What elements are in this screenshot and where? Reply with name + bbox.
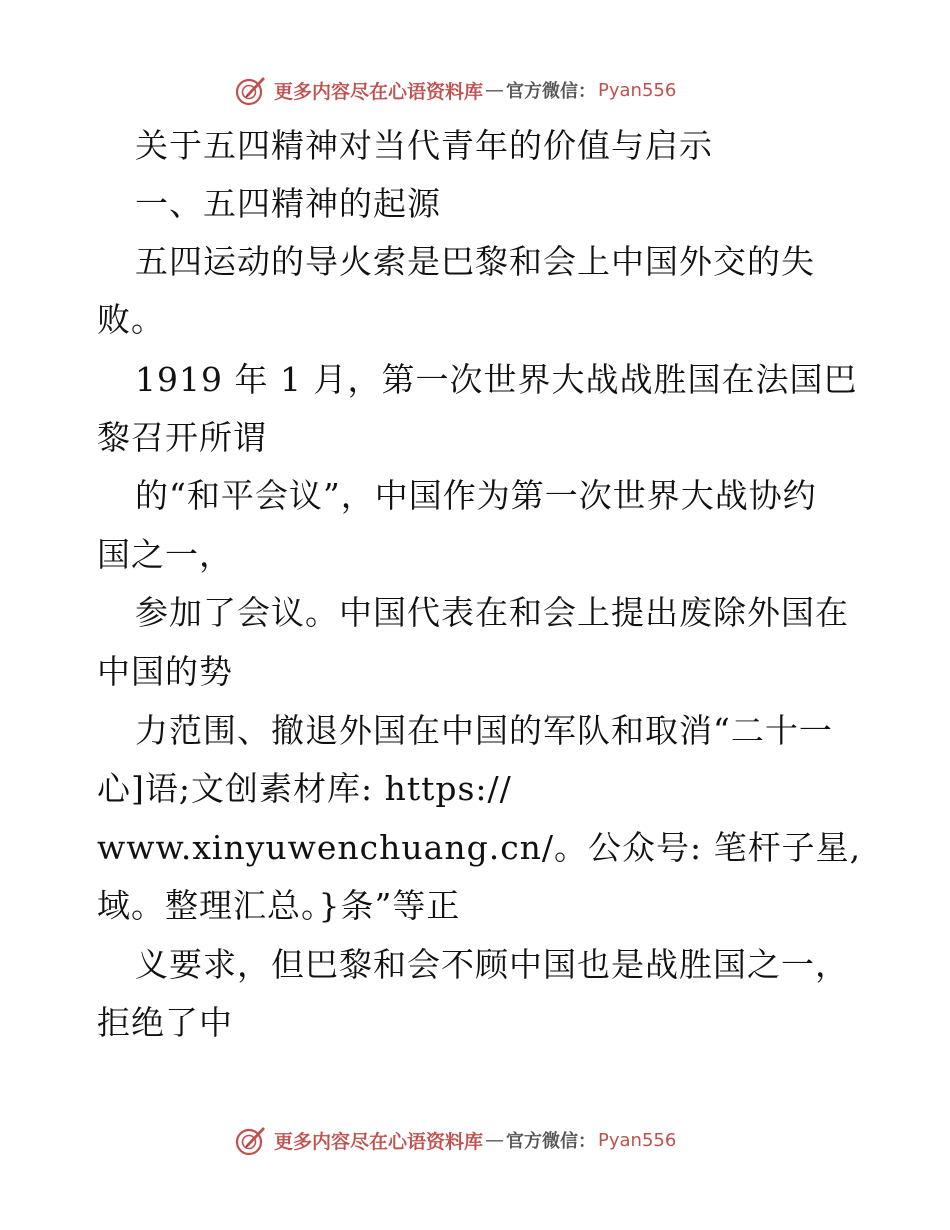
text-line: 的“和平会议”，中国作为第一次世界大战协约 <box>135 476 817 515</box>
banner-wechat-label: 官方微信： <box>506 81 597 102</box>
text-line: 力范围、撤退外国在中国的军队和取消“二十一 <box>135 711 833 750</box>
text-line: 黎召开所谓 <box>97 418 267 457</box>
watermark-text-line: 心]语;文创素材库: https:// <box>97 769 512 808</box>
banner-dash: — <box>485 79 505 101</box>
banner-wechat-id: Pyan556 <box>598 1129 677 1151</box>
text-line: 1919 年 1 月，第一次世界大战战胜国在法国巴 <box>135 360 858 399</box>
quill-pen-circle-icon <box>234 73 268 107</box>
text-line: 五四运动的导火索是巴黎和会上中国外交的失 <box>135 242 815 281</box>
text-line: 拒绝了中 <box>97 1003 233 1042</box>
text-line: 参加了会议。中国代表在和会上提出废除外国在 <box>135 593 849 632</box>
text-line: 义要求，但巴黎和会不顾中国也是战胜国之一， <box>135 945 849 984</box>
text-line: 域。整理汇总。}条”等正 <box>97 886 461 925</box>
banner-dash: — <box>485 1129 505 1151</box>
section-heading: 一、五四精神的起源 <box>135 184 441 223</box>
header-watermark-banner <box>234 72 676 108</box>
watermark-text-line: www.xinyuwenchuang.cn/。公众号: 笔杆子星, <box>97 828 862 867</box>
text-line: 中国的势 <box>97 652 233 691</box>
text-line: 败。 <box>97 300 165 339</box>
banner-main-text: 更多内容尽在心语资料库 <box>274 1130 484 1153</box>
banner-main-text: 更多内容尽在心语资料库 <box>274 80 484 103</box>
banner-wechat-label: 官方微信： <box>506 1131 597 1152</box>
document-title: 关于五四精神对当代青年的价值与启示 <box>135 126 713 165</box>
quill-pen-circle-icon <box>234 1123 268 1157</box>
banner-wechat-id: Pyan556 <box>598 79 677 101</box>
text-line: 国之一， <box>97 535 233 574</box>
footer-watermark-banner <box>234 1122 676 1158</box>
